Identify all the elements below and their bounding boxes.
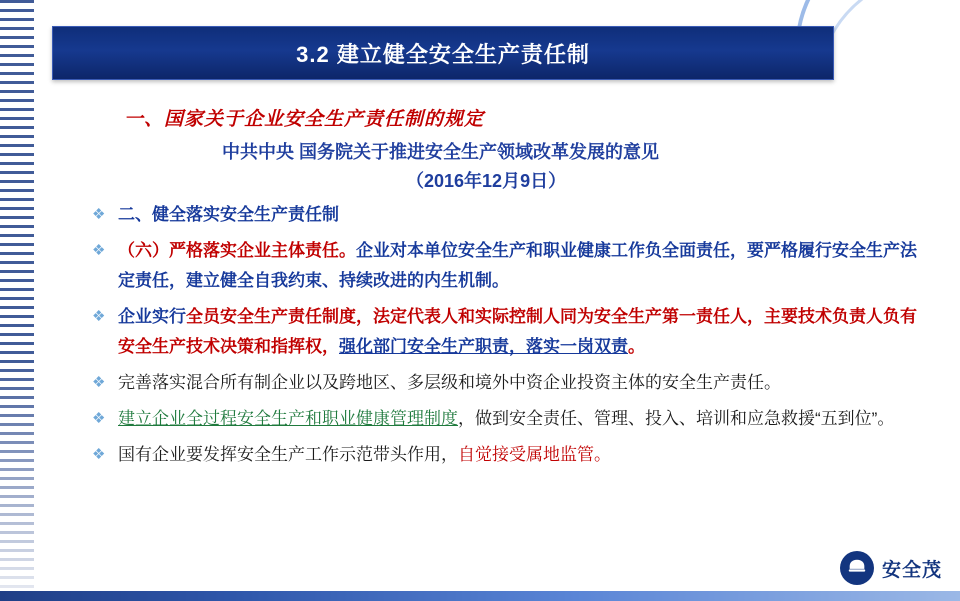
text-segment: 二、健全落实安全生产责任制 <box>118 205 339 224</box>
bottom-accent-strip <box>0 591 960 601</box>
slide-title-bar <box>52 26 834 80</box>
list-item <box>88 404 928 434</box>
section-heading-national-rules: 一、国家关于企业安全生产责任制的规定 <box>124 109 485 130</box>
text-segment: 企业对本单位安全生产和职业健康工作负全面责任，要严格履行安全生产法定责任， <box>118 241 917 290</box>
diamond-bullet-icon: ❖ <box>92 410 106 427</box>
diamond-bullet-icon: ❖ <box>92 374 106 391</box>
bullet-text-whole-process-system <box>118 404 928 434</box>
text-segment: 全员安全生产责任制度，法定代表人和实际控制人同为安全生产第一责任人，主要技术负责人负有安全生产技术决策和指挥权， <box>118 307 917 356</box>
text-segment: 国有企业要发挥安全生产工作示范带头作用， <box>118 445 458 464</box>
bullet-text-state-owned <box>118 440 928 470</box>
text-segment: 完善落实混合所有制企业以及跨地区、多层级和境外中资企业投资主体的安全生产责任。 <box>118 373 781 392</box>
bullet-text-section-two <box>118 200 928 230</box>
text-segment-underlined: 强化部门安全生产职责，落实一岗双责 <box>339 337 628 356</box>
brand-name: 安全茂 <box>881 559 942 581</box>
text-segment: ，做到安全责任、管理、投入、培训和应急救援“五到位”。 <box>458 409 895 428</box>
text-segment: 建立健全自我约束、持续改进的内生机制。 <box>186 271 509 290</box>
diamond-bullet-icon: ❖ <box>92 242 106 259</box>
brand-badge <box>840 551 942 585</box>
list-item <box>88 302 928 362</box>
document-date-line: （2016年12月9日） <box>406 171 567 191</box>
list-item <box>88 236 928 296</box>
shield-helmet-icon <box>840 551 874 585</box>
diamond-bullet-icon: ❖ <box>92 308 106 325</box>
list-item <box>88 368 928 398</box>
page-title: 3.2 建立健全安全生产责任制 <box>296 41 590 67</box>
bullet-text-all-staff-system <box>118 302 928 362</box>
diamond-bullet-icon: ❖ <box>92 206 106 223</box>
text-segment: 。 <box>628 337 645 356</box>
text-segment: 企业实行 <box>118 307 186 326</box>
list-item <box>88 440 928 470</box>
text-segment: （六）严格落实企业主体责任。 <box>118 241 356 260</box>
bullet-text-item-six <box>118 236 928 296</box>
bullet-list <box>88 200 928 476</box>
document-source-line: 中共中央 国务院关于推进安全生产领域改革发展的意见 <box>222 142 659 162</box>
text-segment-underlined: 建立企业全过程安全生产和职业健康管理制度 <box>118 409 458 428</box>
text-segment: 自觉接受属地监管。 <box>458 445 611 464</box>
list-item <box>88 200 928 230</box>
left-stripe-fade <box>0 0 34 601</box>
bullet-text-mixed-ownership <box>118 368 928 398</box>
diamond-bullet-icon: ❖ <box>92 446 106 463</box>
